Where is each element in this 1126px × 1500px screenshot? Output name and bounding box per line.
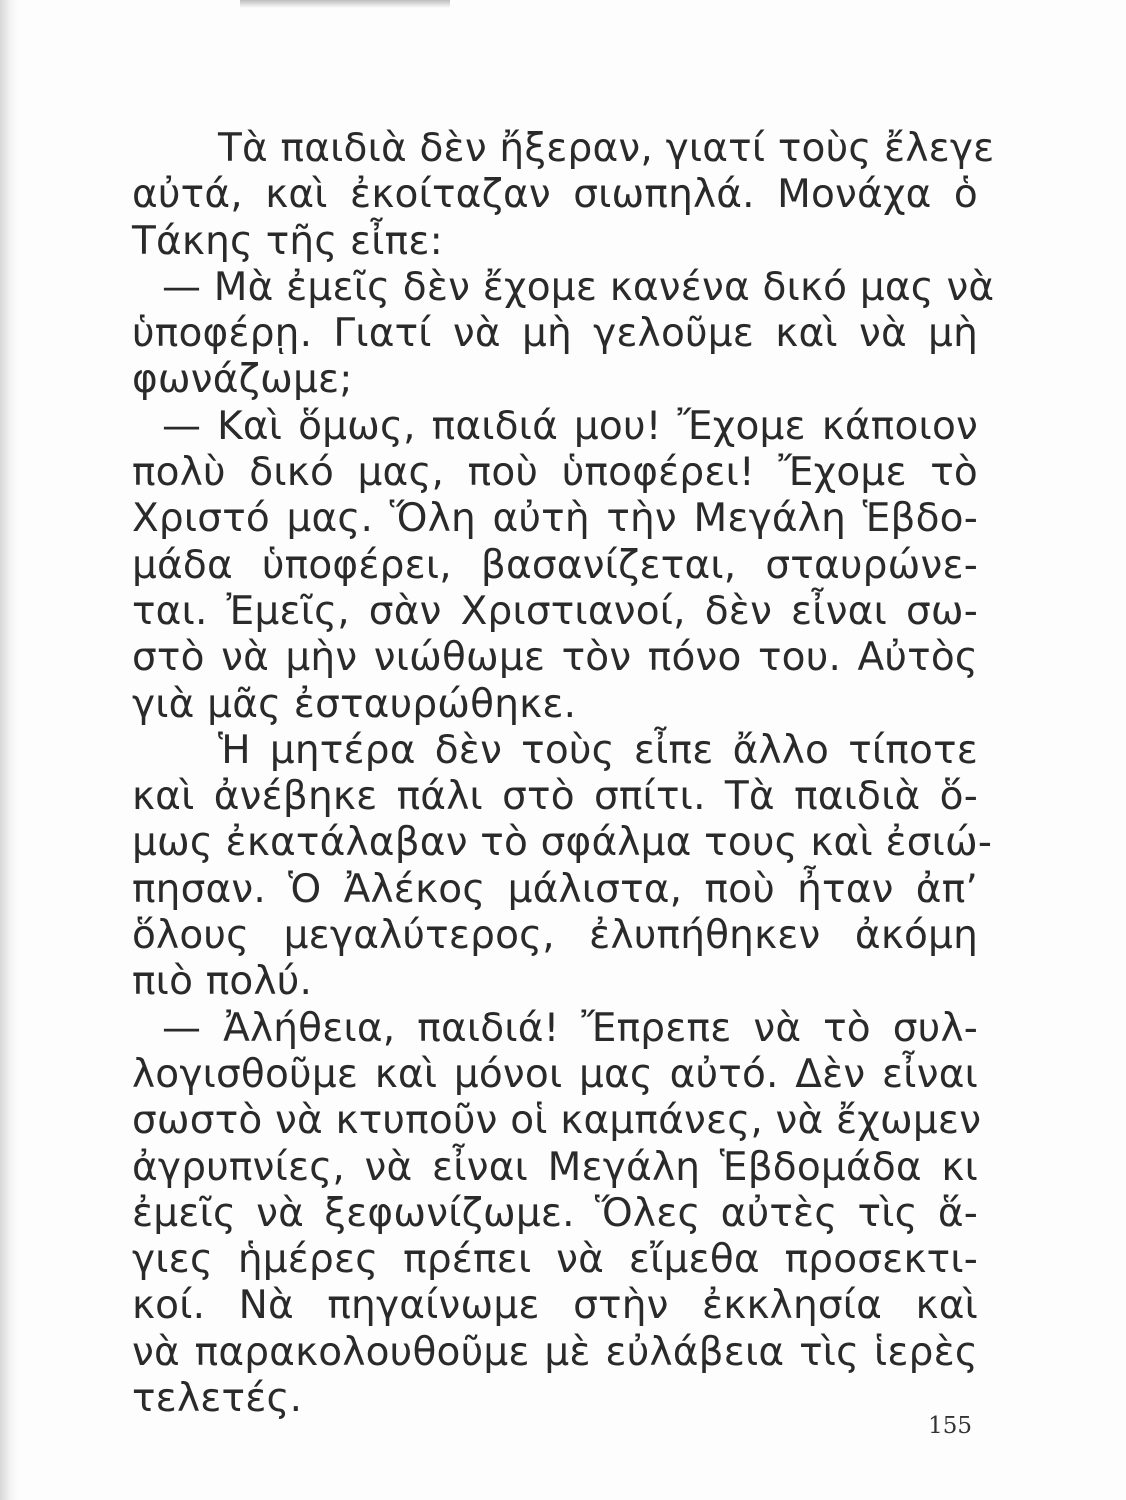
text-line: Τὰ παιδιὰ δὲν ἤξεραν, γιατί τοὺς ἔλεγε [218, 126, 995, 171]
text-line: ὅλους μεγαλύτερος, ἐλυπήθηκεν ἀκόμη [132, 913, 978, 959]
page-number: 155 [928, 1413, 972, 1439]
text-line: φωνάζωμε; [132, 357, 353, 403]
text-line: πιὸ πολύ. [132, 959, 313, 1005]
text-line: ται. Ἐμεῖς, σὰν Χριστιανοί, δὲν εἶναι σω- [132, 588, 978, 634]
text-line: ὑποφέρῃ. Γιατί νὰ μὴ γελοῦμε καὶ νὰ μὴ [132, 311, 978, 357]
text-line: στὸ νὰ μὴν νιώθωμε τὸν πόνο του. Αὐτὸς [132, 635, 978, 681]
text-line: νὰ παρακολουθοῦμε μὲ εὐλάβεια τὶς ἱερὲς [132, 1329, 978, 1375]
text-line: γιὰ μᾶς ἐσταυρώθηκε. [132, 681, 577, 727]
text-line: πησαν. Ὁ Ἀλέκος μάλιστα, ποὺ ἦταν ἀπ’ [132, 866, 978, 912]
text-line: ἀγρυπνίες, νὰ εἶναι Μεγάλη Ἑβδομάδα κι [132, 1144, 978, 1190]
body-text [132, 126, 995, 1422]
text-line: Ἡ μητέρα δὲν τοὺς εἶπε ἄλλο τίποτε [218, 727, 978, 773]
text-line: καὶ ἀνέβηκε πάλι στὸ σπίτι. Τὰ παιδιὰ ὅ- [132, 774, 978, 820]
text-line: ἐμεῖς νὰ ξεφωνίζωμε. Ὅλες αὐτὲς τὶς ἅ- [132, 1190, 978, 1236]
text-line: τελετές. [132, 1376, 303, 1422]
text-line: αὐτά, καὶ ἐκοίταζαν σιωπηλά. Μονάχα ὁ [132, 172, 978, 218]
text-line: μως ἐκατάλαβαν τὸ σφάλμα τους καὶ ἐσιώ- [132, 820, 993, 866]
text-line: κοί. Νὰ πηγαίνωμε στὴν ἐκκλησία καὶ [132, 1283, 978, 1329]
text-line: — Μὰ ἐμεῖς δὲν ἔχομε κανένα δικό μας νὰ [162, 264, 995, 310]
text-line: λογισθοῦμε καὶ μόνοι μας αὐτό. Δὲν εἶναι [132, 1051, 978, 1097]
text-line: Τάκης τῆς εἶπε: [132, 218, 443, 264]
scan-smudge [240, 0, 450, 8]
text-line: Χριστό μας. Ὅλη αὐτὴ τὴν Μεγάλη Ἑβδο- [132, 496, 978, 542]
text-line: σωστὸ νὰ κτυποῦν οἱ καμπάνες, νὰ ἔχωμεν [132, 1098, 982, 1144]
text-line: — Ἀλήθεια, παιδιά! Ἔπρεπε νὰ τὸ συλ- [162, 1005, 978, 1051]
text-line: πολὺ δικό μας, ποὺ ὑποφέρει! Ἔχομε τὸ [132, 450, 978, 496]
text-line: — Καὶ ὅμως, παιδιά μου! Ἔχομε κάποιον [162, 403, 978, 449]
text-line: μάδα ὑποφέρει, βασανίζεται, σταυρώνε- [132, 542, 978, 588]
text-line: γιες ἡμέρες πρέπει νὰ εἴμεθα προσεκτι- [132, 1237, 978, 1283]
page-binding-shadow [0, 0, 18, 1500]
